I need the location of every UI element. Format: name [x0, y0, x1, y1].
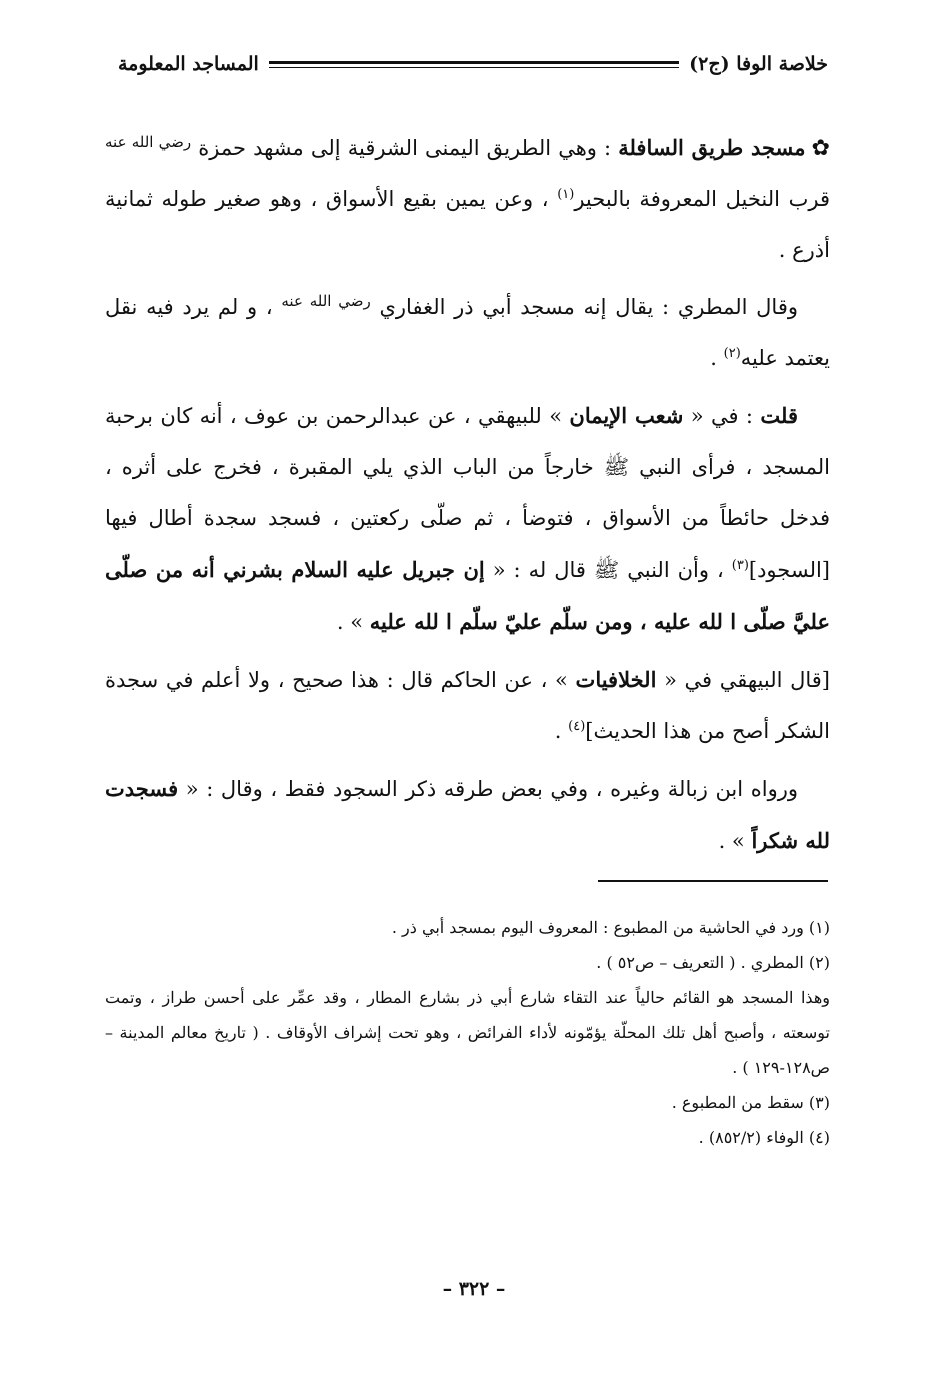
header-section-title: المساجد المعلومة: [118, 53, 259, 75]
header-book-title: خلاصة الوفا (ج٢): [689, 53, 828, 75]
sujud-quote: فسجدت لله شكراً: [105, 776, 830, 853]
header-rule: [269, 61, 679, 68]
book-name-khilafiyat: الخلافيات: [575, 667, 657, 692]
paragraph-5: ورواه ابن زبالة وغيره ، وفي بعض طرقه ذكر السجود فقط ، وقال : « فسجدت لله شكراً » .: [105, 776, 830, 853]
hadith-quote: إن جبريل عليه السلام بشرني أنه من صلّى عليَّ صلّى ا لله عليه ، ومن سلّم عليّ سلّم ا لله عليه: [105, 557, 830, 634]
paragraph-1: ✿مسجد طريق السافلة : وهي الطريق اليمنى الشرقية إلى مشهد حمزة $^{رضي الله عنه}$ قرب النخيل المعروفة بالبحير$^{(١)}$ ، وعن يمين بقيع الأسواق ، وهو صغير طوله ثمانية أذرع .: [105, 122, 830, 276]
footnote-1: (١) ورد في الحاشية من المطبوع : المعروف اليوم بمسجد أبي ذر .: [391, 918, 830, 937]
qultu-label: قلت: [760, 403, 798, 428]
salutation-glyph: ﷺ: [593, 558, 620, 582]
paragraph-3: قلت : في « شعب الإيمان » للبيهقي ، عن عبدالرحمن بن عوف ، أنه كان برحبة المسجد ، فرأى النبي ﷺ خارجاً من الباب الذي يلي المقبرة ، فخرج على أثره ، فدخل حائطاً من الأسواق ، فتوضأ ، ثم صلّى ركعتين ، فسجد سجدة أطال فيها [السجود]$^{(٣)}$ ، وأن النبي ﷺ قال له : « إن جبريل عليه السلام بشرني أنه من صلّى عليَّ صلّى ا لله عليه ، ومن سلّم عليّ سلّم ا لله عليه » .: [105, 403, 830, 634]
honorific-glyph: رضي الله عنه: [281, 292, 371, 310]
salutation-glyph: ﷺ: [603, 455, 630, 479]
flower-ornament-icon: ✿: [811, 136, 830, 161]
footnote-ref-1: (١): [557, 187, 575, 202]
footnote-ref-4: (٤): [568, 719, 586, 734]
mosque-heading: مسجد طريق السافلة: [618, 135, 806, 160]
footnote-4: (٤) الوفاء (٨٥٢/٢) .: [698, 1128, 830, 1147]
footnote-3: (٣) سقط من المطبوع .: [671, 1093, 830, 1112]
footnote-ref-2: (٢): [723, 346, 741, 361]
main-text: [105, 122, 830, 873]
paragraph-2: وقال المطري : يقال إنه مسجد أبي ذر الغفاري $^{رضي الله عنه}$ ، و لم يرد فيه نقل يعتمد عليه$^{(٢)}$ .: [105, 292, 830, 370]
honorific-glyph: رضي الله عنه: [105, 133, 192, 151]
footnote-2-continuation: وهذا المسجد هو القائم حالياً عند التقاء شارع أبي ذر بشارع المطار ، وقد عمِّر على أحسن طراز ، وتمت توسعته ، وأصبح أهل تلك المحلّة يؤمّونه لأداء الفرائض ، وهو تحت إشراف الأوقاف . ( تاريخ معالم المدينة – ص١٢٨-١٢٩ ) .: [105, 988, 830, 1077]
paragraph-4: [قال البيهقي في « الخلافيات » ، عن الحاكم قال : هذا صحيح ، ولا أعلم في سجدة الشكر أصح من هذا الحديث]$^{(٤)}$ .: [105, 667, 830, 743]
footnote-ref-3: (٣): [731, 558, 749, 573]
book-name-shuab: شعب الإيمان: [569, 403, 684, 428]
footnotes: [105, 910, 830, 1155]
footnote-2: (٢) المطري . ( التعريف – ص٥٢ ) .: [596, 953, 830, 972]
running-header: [118, 44, 828, 84]
footnote-separator: [598, 880, 828, 882]
page-number: – ٣٢٢ –: [442, 1278, 506, 1300]
